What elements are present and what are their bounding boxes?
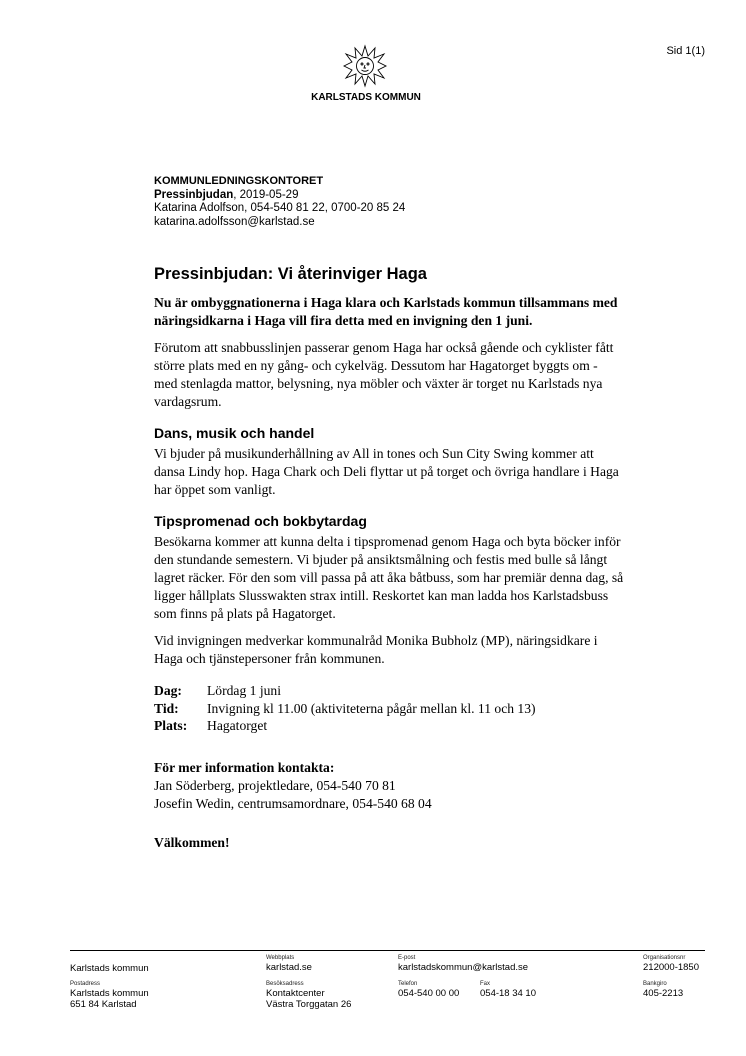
footer-fax: 054-18 34 10 — [480, 988, 536, 999]
footer-visit1: Kontaktcenter — [266, 988, 325, 999]
footer-name: Karlstads kommun — [70, 963, 149, 974]
footer-divider — [70, 950, 705, 951]
footer-visit-label: Besöksadress — [266, 981, 304, 987]
footer-tel-cell — [398, 981, 459, 999]
contact-title: För mer information kontakta: — [154, 759, 335, 775]
footer-name-cell — [70, 963, 149, 974]
section-heading-tipspromenad: Tipspromenad och bokbytardag — [154, 513, 367, 529]
footer-visit2: Västra Torggatan 26 — [266, 999, 352, 1010]
department: KOMMUNLEDNINGSKONTORET — [154, 175, 324, 187]
footer-post2: 651 84 Karlstad — [70, 999, 137, 1010]
event-facts — [154, 682, 624, 735]
intro-paragraph: Förutom att snabbusslinjen passerar genom Haga har också gående och cyklister fått större plats med en ny gång- och cykelväg. Dessutom har Hagatorget byggts om - med stenlagda mattor, belysning, nya möbler och växter är torget nu Karlstads nya vardagsrum. — [154, 340, 614, 409]
lead-paragraph: Nu är ombyggnationerna i Haga klara och Karlstads kommun tillsammans med näringsidkarna i Haga vill fira detta med en invigning den 1 juni. — [154, 295, 618, 328]
section-text-tipspromenad: Besökarna kommer att kunna delta i tipspromenad genom Haga och byta böcker inför den stundande semestern. Vi bjuder på ansiktsmålning och festis med bulle så långt lagret räcker. För den som vill passa på att åka båtbuss, som har premiär denna dag, så ligger hållplats Slusswakten strax intill. Reskortet kan man ladda hos Karlstadsbuss som finns på plats på Hagatorget. — [154, 534, 624, 621]
footer-webb: karlstad.se — [266, 962, 312, 973]
fact-label: Tid: — [154, 700, 179, 716]
page-number: Sid 1(1) — [666, 45, 705, 57]
footer-tel-label: Telefon — [398, 981, 418, 987]
footer-bank-label: Bankgiro — [643, 981, 667, 987]
fact-row — [154, 717, 624, 735]
footer-webb-label: Webbplats — [266, 955, 295, 961]
fact-label: Dag: — [154, 683, 182, 698]
footer-bank-cell — [643, 981, 683, 999]
footer-post-cell — [70, 981, 149, 1010]
sender-info — [154, 175, 405, 229]
footer-post-label: Postadress — [70, 981, 101, 987]
footer-webb-cell — [266, 955, 312, 973]
article — [154, 265, 624, 851]
footer-fax-cell — [480, 981, 536, 999]
footer-visit-cell — [266, 981, 351, 1010]
sun-logo-icon — [343, 44, 387, 88]
footer-email: karlstadskommun@karlstad.se — [398, 962, 529, 973]
section-text-participants: Vid invigningen medverkar kommunalråd Monika Bubholz (MP), näringsidkare i Haga och tjänstepersoner från kommunen. — [154, 633, 598, 666]
doc-type: Pressinbjudan — [154, 188, 234, 201]
footer-org: 212000-1850 — [643, 962, 699, 973]
footer-fax-label: Fax — [480, 981, 491, 987]
footer-org-cell — [643, 955, 699, 973]
footer-bank: 405-2213 — [643, 988, 684, 999]
footer-tel: 054-540 00 00 — [398, 988, 460, 999]
article-title: Pressinbjudan: Vi återinviger Haga — [154, 265, 427, 283]
contact-line: Katarina Adolfson, 054-540 81 22, 0700-20 85 24 — [154, 202, 406, 214]
fact-value: Invigning kl 11.00 (aktiviteterna pågår mellan kl. 11 och 13) — [207, 700, 536, 716]
fact-label: Plats: — [154, 718, 188, 733]
section-text-dans: Vi bjuder på musikunderhållning av All in tones och Sun City Swing kommer att dansa Lindy hop. Haga Chark och Deli flyttar ut på torget och övriga handlare i Haga har öppet som vanligt. — [154, 446, 619, 497]
footer-email-label: E-post — [398, 955, 416, 961]
contact-info — [154, 759, 624, 813]
fact-row — [154, 700, 624, 718]
fact-value: Hagatorget — [207, 718, 268, 733]
doc-date: , 2019-05-29 — [233, 188, 299, 201]
section-heading-dans: Dans, musik och handel — [154, 425, 315, 441]
fact-row — [154, 682, 624, 700]
organization-name: KARLSTADS KOMMUN — [311, 92, 421, 103]
contact-email: katarina.adolfsson@karlstad.se — [154, 215, 315, 228]
footer-org-label: Organisationsnr — [643, 955, 686, 961]
contact-person: Josefin Wedin, centrumsamordnare, 054-540 68 04 — [154, 795, 432, 811]
contact-person: Jan Söderberg, projektledare, 054-540 70 81 — [154, 777, 396, 793]
welcome-text: Välkommen! — [154, 834, 230, 850]
fact-value: Lördag 1 juni — [207, 683, 281, 698]
footer-post1: Karlstads kommun — [70, 988, 149, 999]
footer-email-cell — [398, 955, 528, 973]
